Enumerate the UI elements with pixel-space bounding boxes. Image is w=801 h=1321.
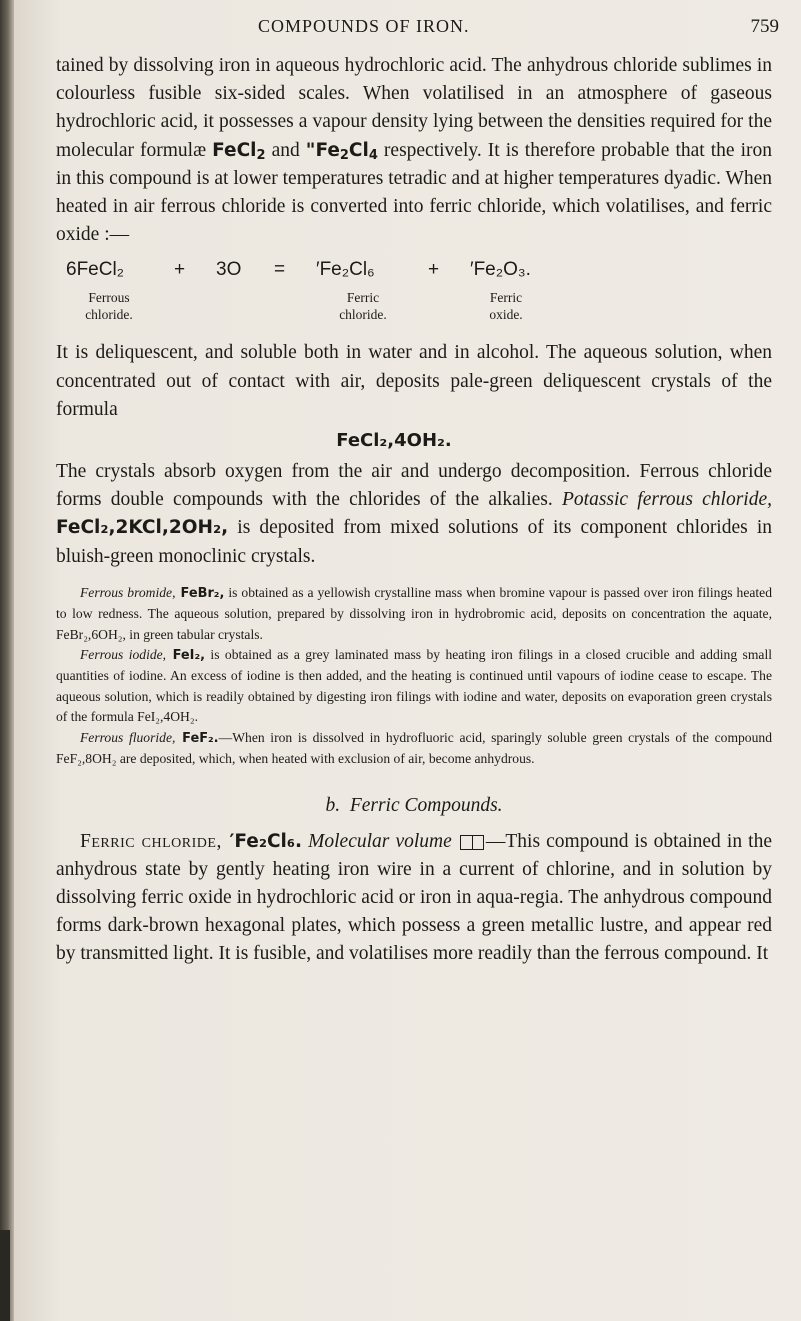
equation-plus: + (174, 259, 186, 281)
section-heading (56, 792, 772, 820)
section-letter: b. (325, 794, 341, 816)
formula-fe2cl4: "$Fe_2Cl_4$ (305, 139, 378, 163)
paragraph-deliquescent: It is deliquescent, and soluble both in water and in alcohol. The aqueous solution, when concentrated out of contact with air, deposits pale-green deliquescent crystals of the formula (56, 342, 772, 420)
formula-fef2: FeF₂. (175, 730, 219, 746)
equation-term-ferric-chloride: ′Fe₂Cl₆ (316, 259, 375, 281)
page-body (56, 52, 772, 969)
compound-name: Ferrous bromide, (80, 584, 176, 600)
equation-term-ferrous-chloride: 6FeCl₂ (66, 259, 125, 281)
paragraph-ferric-chloride: Ferric chloride, ′Fe₂Cl₆. Molecular volume —This compound is obtained in the anhydrous state by gently heating iron wire in a current of chlorine, and in solution by dissolving ferric oxide in hydrochloric acid or iron in aqua-regia. The anhydrous compound forms dark-brown hexagonal plates, which possess a green metallic lustre, and appear red by transmitted light. It is fusible, and volatilises more readily than the ferrous compound. It (56, 830, 772, 965)
section-title: Ferric Compounds. (349, 794, 503, 816)
paragraph-ferrous-iodide: Ferrous iodide, FeI₂, is obtained as a grey laminated mass by heating iron filings in a closed crucible and adding small quantities of iodine. An excess of iodine is then added, and the heating is continued until vapours of iodine cease to escape. The aqueous solution, which is readily obtained by digesting iron filings with iodine and water, deposits on evaporation green crystals of the formula FeI₂,4OH₂. (56, 647, 773, 725)
compound-name: Ferrous fluoride, (80, 729, 176, 745)
binding-shadow (0, 1230, 10, 1321)
paragraph-ferrous-fluoride: Ferrous fluoride, FeF₂.—When iron is dissolved in hydrofluoric acid, sparingly soluble green crystals of the compound FeF₂,8OH₂ are deposited, which, when heated with exclusion of air, become anhydrous. (56, 729, 772, 767)
formula-double-chloride: FeCl₂,2KCl,2OH₂, (56, 517, 229, 539)
running-head: COMPOUNDS OF IRON. (258, 16, 470, 36)
paragraph-double-compounds: The crystals absorb oxygen from the air and undergo decomposition. Ferrous chloride forms double compounds with the chlorides of the alkalies. Potassic ferrous chloride, FeCl₂,2KCl,2OH₂, is deposited from mixed solutions of its component chlorides in bluish-green monoclinic crystals. (56, 461, 772, 567)
paragraph-text: tained by dissolving iron in aqueous hydrochloric acid. The anhydrous chloride sublimes in colourless fusible six-sided scales. When volatilised in an atmosphere of gaseous hydrochloric acid, it possesses a vapour density lying between the densities required for the molecular formulæ (56, 55, 772, 161)
paragraph-ferrous-bromide: Ferrous bromide, FeBr₂, is obtained as a yellowish crystalline mass when bromine vapour is passed over iron filings heated to low redness. The aqueous solution, prepared by dissolving iron in hydrobromic acid, deposits on concentration the aquate, FeBr₂,6OH₂, in green tabular crystals. (56, 584, 772, 642)
page-header (0, 16, 801, 46)
paragraph-ferrous-chloride-intro: tained by dissolving iron in aqueous hydrochloric acid. The anhydrous chloride sublimes in colourless fusible six-sided scales. When volatilised in an atmosphere of gaseous hydrochloric acid, it possesses a vapour density lying between the densities required for the molecular formulæ FeCl$_2$ and "$Fe_2Cl_4$ respectively. It is therefore probable that the iron in this compound is at lower temperatures tetradic and at higher temperatures dyadic. When heated in air ferrous chloride is converted into ferric chloride, which volatilises, and ferric oxide :— (56, 55, 773, 246)
equation-plus: + (428, 259, 440, 281)
compound-name: Ferrous iodide, (80, 647, 167, 663)
equation-term-oxygen: 3O (216, 259, 242, 281)
formula-febr2: FeBr₂, (175, 585, 225, 601)
paragraph-text: respectively. It is therefore probable that the iron in this compound is at lower temperatures tetradic and at higher temperatures dyadic. When heated in air ferrous chloride is converted into ferric chloride, which volatilises, and ferric oxide :— (56, 139, 773, 246)
formula-hydrate: FeCl₂,4OH₂. (336, 430, 452, 452)
equation-label-ferric-chloride: Ferric chloride. (339, 290, 387, 323)
formula-fecl2: FeCl$_2$ (212, 139, 266, 163)
equation-equals: = (274, 259, 286, 281)
book-binding-edge (0, 0, 14, 1321)
page-number: 759 (750, 16, 779, 37)
equation-label-ferric-oxide: Ferric oxide. (489, 290, 523, 323)
two-volume-symbol-icon (460, 835, 484, 850)
formula-fe2cl6: ′Fe₂Cl₆. (221, 830, 303, 852)
equation-term-ferric-oxide: ′Fe₂O₃. (470, 259, 531, 281)
formula-fei2: FeI₂, (166, 648, 206, 664)
equation-label-ferrous-chloride: Ferrous chloride. (85, 290, 133, 323)
spacer (56, 571, 772, 583)
molecular-volume-label: Molecular volume (302, 830, 458, 852)
chemical-equation (56, 253, 772, 339)
compound-name: Potassic ferrous chloride, (561, 489, 772, 511)
compound-label: Ferric chloride, (80, 830, 222, 852)
